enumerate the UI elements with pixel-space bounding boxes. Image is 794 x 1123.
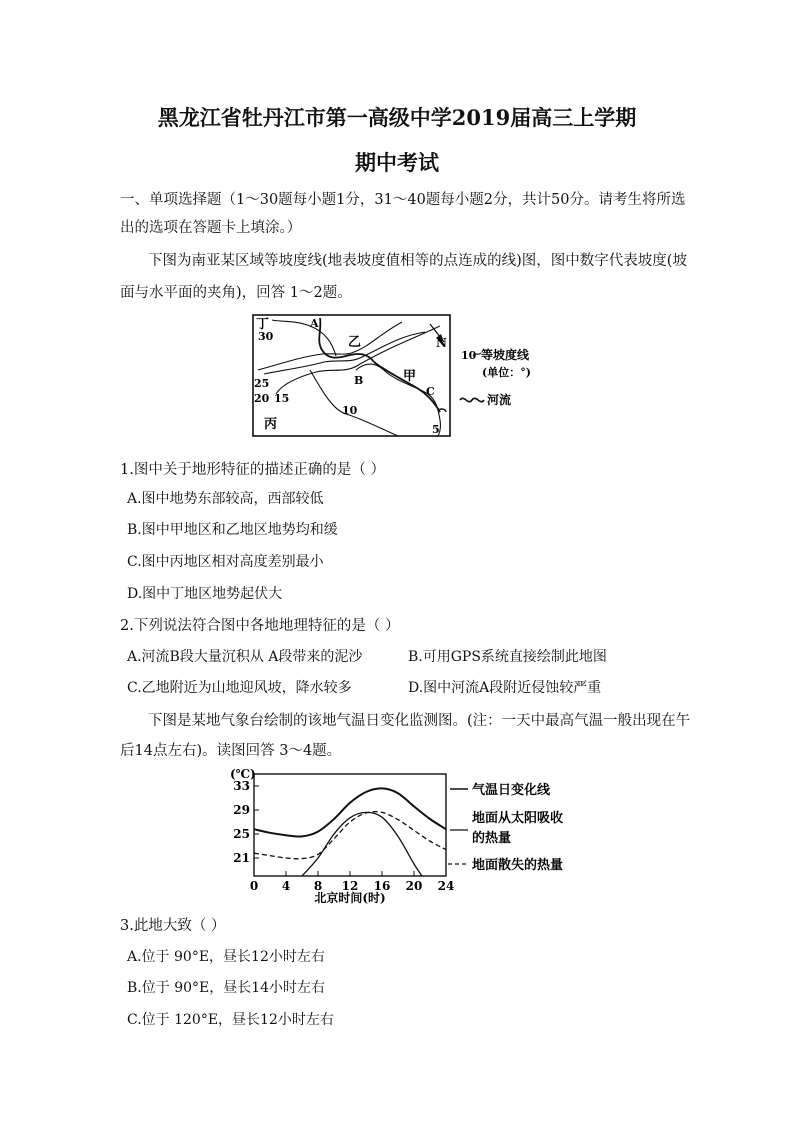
temperature-chart [222, 764, 582, 910]
series-absorbed-heat-line [302, 812, 422, 876]
legend-contour-value: 10 [461, 349, 477, 362]
y-tick-label: 29 [233, 803, 250, 817]
q3-option-c: C.位于 120°E，昼长12小时左右 [127, 1012, 334, 1028]
legend-unit-label: (单位：°) [482, 366, 531, 379]
legend-absorbed-label-2: 的热量 [472, 831, 512, 846]
q1-option-c: C.图中丙地区相对高度差别最小 [127, 554, 324, 570]
value-20: 20 [254, 392, 270, 405]
value-15: 15 [274, 392, 290, 405]
label-ding: 丁 [256, 317, 270, 332]
label-a: A [310, 317, 319, 330]
x-tick-label: 12 [341, 879, 359, 893]
section-instruction-line2: 出的选项在答题卡上填涂。） [120, 220, 302, 236]
chart-frame [254, 774, 446, 876]
label-b: B [354, 374, 364, 387]
series-temperature-line [254, 788, 446, 836]
legend-lost-label: 地面散失的热量 [472, 858, 564, 873]
value-5: 5 [432, 423, 440, 436]
intro2-line2: 后14点左右)。读图回答 3～4题。 [120, 743, 342, 759]
legend-temperature-label: 气温日变化线 [472, 783, 551, 798]
q2-option-c: C.乙地附近为山地迎风坡，降水较多 [127, 680, 352, 696]
value-30: 30 [258, 330, 274, 343]
legend-river-symbol [460, 398, 484, 401]
intro1-line1: 下图为南亚某区域等坡度线(地表坡度值相等的点连成的线)图，图中数字代表坡度(坡 [148, 253, 687, 269]
legend-contour-label: 等坡度线 [481, 348, 530, 362]
chart-unit-label: (℃) [230, 767, 256, 781]
x-tick-label: 4 [281, 879, 291, 893]
slope-contour-map [250, 312, 540, 440]
legend-river-label: 河流 [487, 393, 512, 407]
page-title: 黑龙江省牡丹江市第一高级中学2019届高三上学期 [157, 105, 637, 130]
q3-stem: 3.此地大致（ ） [120, 918, 226, 934]
intro2-line1: 下图是某地气象台绘制的该地气温日变化监测图。(注：一天中最高气温一般出现在午 [148, 713, 691, 729]
q3-option-a: A.位于 90°E，昼长12小时左右 [127, 949, 325, 965]
q2-stem: 2.下列说法符合图中各地地理特征的是（ ） [120, 618, 400, 634]
value-25: 25 [254, 377, 270, 390]
label-c: C [426, 385, 435, 398]
q1-option-a: A.图中地势东部较高，西部较低 [127, 491, 324, 507]
q2-option-d: D.图中河流A段附近侵蚀较严重 [408, 680, 602, 696]
page-subtitle: 期中考试 [355, 150, 439, 175]
x-tick-label: 16 [373, 879, 391, 893]
x-tick-label: 20 [405, 879, 423, 893]
y-tick-label: 33 [233, 779, 250, 793]
north-label: N [436, 336, 447, 350]
label-jia: 甲 [403, 369, 417, 384]
section-instruction-line1: 一、单项选择题（1～30题每小题1分，31～40题每小题2分，共计50分。请考生将所选 [120, 192, 686, 208]
label-bing: 丙 [264, 417, 278, 432]
legend-absorbed-label-1: 地面从太阳吸收 [472, 811, 564, 826]
x-tick-label: 24 [437, 879, 455, 893]
q1-stem: 1.图中关于地形特征的描述正确的是（ ） [120, 462, 385, 478]
q2-option-a: A.河流B段大量沉积从 A段带来的泥沙 [127, 649, 363, 665]
y-tick-label: 21 [233, 851, 250, 865]
chart-x-axis-label: 北京时间(时) [314, 891, 386, 905]
q1-option-b: B.图中甲地区和乙地区地势均和缓 [127, 522, 338, 538]
value-10: 10 [342, 404, 358, 417]
x-tick-label: 0 [249, 879, 259, 893]
x-tick-label: 8 [313, 879, 323, 893]
q2-option-b: B.可用GPS系统直接绘制此地图 [408, 649, 607, 665]
q1-option-d: D.图中丁地区地势起伏大 [127, 586, 283, 602]
intro1-line2: 面与水平面的夹角)，回答 1～2题。 [120, 285, 352, 301]
q3-option-b: B.位于 90°E，昼长14小时左右 [127, 980, 326, 996]
y-tick-label: 25 [233, 827, 250, 841]
label-yi: 乙 [348, 335, 362, 350]
